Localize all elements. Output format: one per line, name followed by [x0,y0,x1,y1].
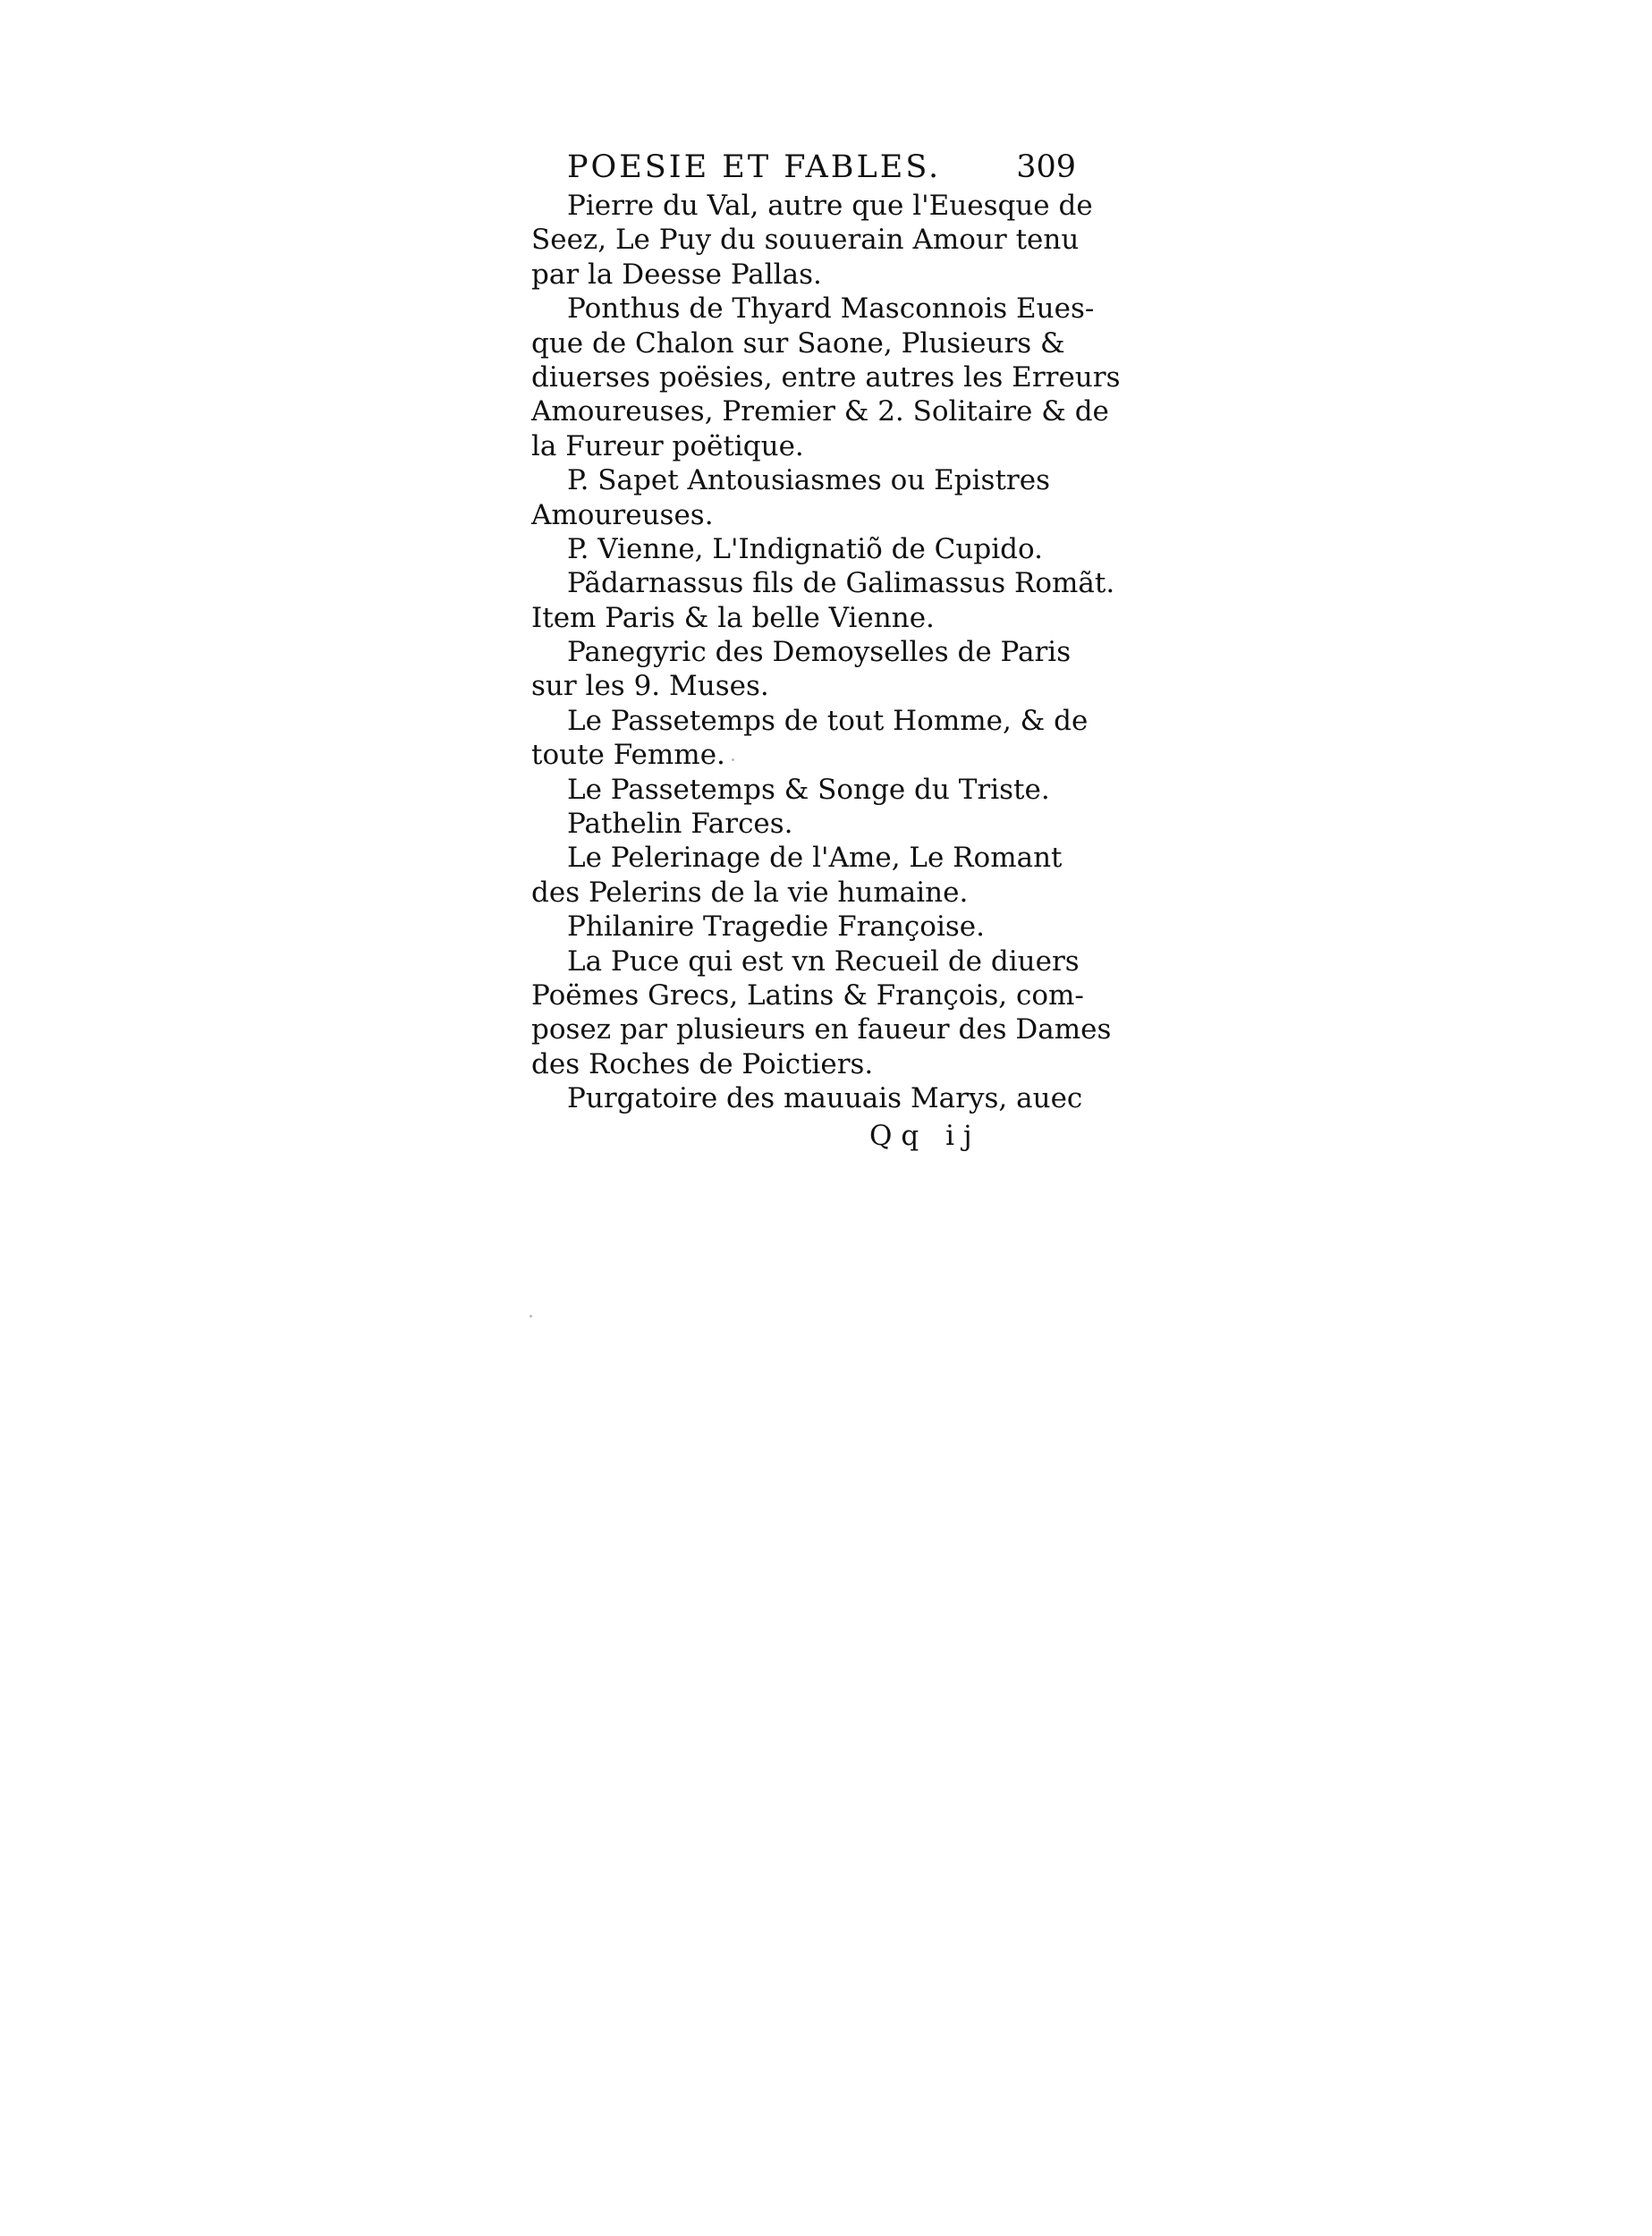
bibliography-entries [531,189,1121,1116]
entry-line: diuerses poësies, entre autres les Erreurs [531,360,1121,394]
entry-pathelin [531,807,1081,841]
entry-p-sapet [531,463,1081,532]
entry-line: par la Deesse Pallas. [531,258,822,291]
entry-pierre-du-val [531,189,1093,292]
entry-line: la Fureur poëtique. [531,429,804,462]
paper-speck [732,758,734,761]
entry-line: P. Sapet Antousiasmes ou Epistres [567,464,1050,497]
entry-line: Poëmes Grecs, Latins & François, com- [531,978,1084,1012]
page-number: 309 [1016,149,1076,185]
entry-line: sur les 9. Muses. [531,670,769,703]
entry-line: Amoureuses, Premier & 2. Solitaire & de [531,395,1109,428]
entry-line: que de Chalon sur Saone, Plusieurs & [531,326,1065,360]
entry-line: Le Passetemps & Songe du Triste. [567,773,1050,806]
entry-passetemps-triste [531,773,1081,807]
entry-line: La Puce qui est vn Recueil de diuers [567,944,1080,978]
page-text-block [531,148,1121,1156]
entry-pelerinage [531,841,1081,910]
entry-line: Pãdarnassus fils de Galimassus Romãt. [567,567,1115,600]
entry-line: des Roches de Poictiers. [531,1047,874,1080]
entry-purgatoire [531,1081,1081,1115]
entry-la-puce [531,944,1112,1082]
signature-mark: Qq ij [869,1119,981,1152]
entry-line: Pathelin Farces. [567,808,793,841]
entry-line: Seez, Le Puy du souuerain Amour tenu [531,224,1080,257]
entry-panegyric [531,635,1081,704]
entry-line: P. Vienne, L'Indignatiõ de Cupido. [567,532,1043,565]
entry-line: posez par plusieurs en faueur des Dames [531,1013,1112,1046]
entry-line: Panegyric des Demoyselles de Paris [567,636,1072,669]
entry-passetemps-homme [531,704,1089,773]
entry-line: Item Paris & la belle Vienne. [531,601,935,634]
paper-speck [529,1315,532,1317]
running-head [531,148,1081,187]
entry-line: toute Femme. [531,739,725,772]
signature-line [531,1116,1081,1156]
entry-line: Le Passetemps de tout Homme, & de [567,704,1089,737]
entry-padarnassus [531,566,1115,635]
entry-line: Amoureuses. [531,498,714,531]
entry-p-vienne [531,532,1081,566]
entry-line: Ponthus de Thyard Masconnois Eues- [567,292,1095,326]
running-title: POESIE ET FABLES. [567,149,942,185]
entry-line: Pierre du Val, autre que l'Euesque de [567,190,1093,222]
entry-line: des Pelerins de la vie humaine. [531,876,969,909]
entry-line: Philanire Tragedie Françoise. [567,910,985,944]
entry-ponthus-de-thyard [531,292,1121,463]
entry-philanire [531,910,1081,944]
entry-line: Le Pelerinage de l'Ame, Le Romant [567,842,1063,875]
entry-line: Purgatoire des mauuais Marys, auec [567,1082,1083,1115]
